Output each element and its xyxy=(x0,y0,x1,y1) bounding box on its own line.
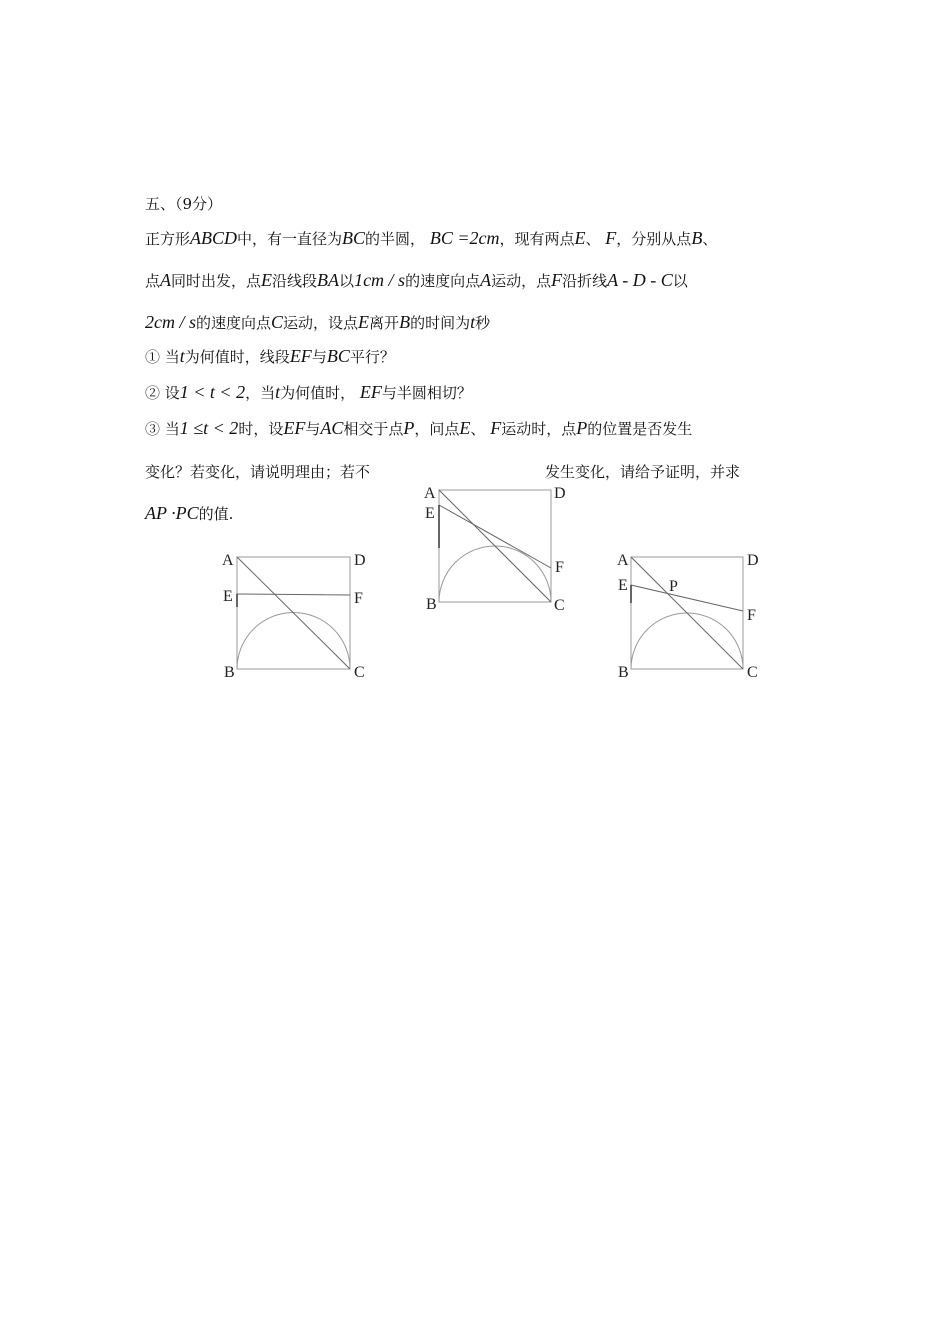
math: P xyxy=(576,418,588,438)
math: A xyxy=(480,270,492,290)
paragraph-line-2 xyxy=(145,269,688,292)
heading-text: 五、（9分） xyxy=(145,195,223,213)
text: 发生变化，请给予证明，并求 xyxy=(545,463,741,481)
text: 点 xyxy=(145,272,161,290)
math: EF xyxy=(283,418,306,438)
figure-3 xyxy=(608,545,768,685)
label-a: A xyxy=(424,485,436,502)
text: 、 xyxy=(470,420,486,438)
label-d: D xyxy=(354,552,366,569)
text: 、 xyxy=(585,230,601,248)
math: EF xyxy=(289,346,312,366)
math: 1 < t < 2 xyxy=(179,382,246,402)
label-f: F xyxy=(747,607,756,624)
label-c: C xyxy=(747,664,758,681)
figure-2 xyxy=(418,478,578,618)
section-heading xyxy=(145,193,222,215)
label-b: B xyxy=(618,664,629,681)
text: 的时间为 xyxy=(410,314,471,332)
label-d: D xyxy=(747,552,759,569)
label-f: F xyxy=(555,559,564,576)
question-3-end xyxy=(145,502,233,525)
figure-2-svg xyxy=(418,478,578,618)
label-c: C xyxy=(354,664,365,681)
text: 以 xyxy=(672,272,688,290)
label-e: E xyxy=(425,505,435,522)
text: ② 设 xyxy=(145,384,180,402)
text: 平行？ xyxy=(349,348,395,366)
math: A xyxy=(160,270,172,290)
diagonal-ac xyxy=(631,557,743,669)
text: ，问点 xyxy=(414,420,460,438)
math: 1 ≤t < 2 xyxy=(179,418,239,438)
segment-ef xyxy=(631,585,743,611)
math: t xyxy=(179,346,185,366)
semicircle xyxy=(237,613,350,670)
text: 沿折线 xyxy=(562,272,608,290)
text: 与 xyxy=(311,348,327,366)
math: B xyxy=(399,312,411,332)
label-e: E xyxy=(223,588,233,605)
text: 运动，设点 xyxy=(283,314,359,332)
paragraph-line-3 xyxy=(145,311,490,334)
text: 秒 xyxy=(475,314,491,332)
math: C xyxy=(271,312,284,332)
text: 与 xyxy=(305,420,321,438)
math: E xyxy=(261,270,273,290)
text: 的值. xyxy=(198,505,234,523)
diagonal-ac xyxy=(439,490,551,602)
figure-3-svg xyxy=(608,545,768,685)
segment-ef xyxy=(237,594,350,595)
text: ③ 当 xyxy=(145,420,180,438)
math: t xyxy=(275,382,281,402)
text: 的半圆， xyxy=(365,230,426,248)
label-d: D xyxy=(554,485,566,502)
text: 沿线段 xyxy=(272,272,318,290)
math: AC xyxy=(320,418,344,438)
text: 变化？若变化，请说明理由；若不 xyxy=(145,463,371,481)
text: ，当 xyxy=(245,384,276,402)
label-p: P xyxy=(669,578,678,595)
math: A - D - C xyxy=(607,270,673,290)
math: E xyxy=(574,228,586,248)
math: E xyxy=(459,418,471,438)
label-e: E xyxy=(618,577,628,594)
figure-1-svg xyxy=(215,545,375,685)
math: t xyxy=(470,312,476,332)
text: 以 xyxy=(339,272,355,290)
text: 为何值时，线段 xyxy=(184,348,290,366)
label-c: C xyxy=(554,597,565,614)
math: 1cm / s xyxy=(354,270,406,290)
math: F xyxy=(551,270,563,290)
question-1 xyxy=(145,345,395,368)
semicircle xyxy=(631,613,743,669)
label-b: B xyxy=(224,664,235,681)
text: ，分别从点 xyxy=(616,230,692,248)
math: BC =2cm xyxy=(429,228,500,248)
text: ① 当 xyxy=(145,348,180,366)
text: 的位置是否发生 xyxy=(587,420,693,438)
question-2 xyxy=(145,381,472,404)
math: BA xyxy=(317,270,340,290)
math: AP ·PC xyxy=(145,503,199,523)
text: 的速度向点 xyxy=(405,272,481,290)
math: B xyxy=(691,228,703,248)
text: 时，设 xyxy=(238,420,284,438)
math: F xyxy=(490,418,502,438)
text: 同时出发，点 xyxy=(171,272,262,290)
text: 为何值时， xyxy=(280,384,356,402)
math: F xyxy=(605,228,617,248)
label-f: F xyxy=(354,590,363,607)
semicircle xyxy=(439,546,551,602)
label-a: A xyxy=(222,552,234,569)
label-b: B xyxy=(426,596,437,613)
text: 中，有一直径为 xyxy=(237,230,343,248)
text: 的速度向点 xyxy=(196,314,272,332)
math: ABCD xyxy=(190,228,238,248)
segment-ef xyxy=(439,505,551,568)
text: ，现有两点 xyxy=(499,230,575,248)
text: 、 xyxy=(702,230,718,248)
text: 正方形 xyxy=(145,230,191,248)
paragraph-line-1 xyxy=(145,227,717,250)
math: EF xyxy=(359,382,382,402)
text: 运动，点 xyxy=(491,272,552,290)
label-a: A xyxy=(617,552,629,569)
math: BC xyxy=(326,346,350,366)
text: 离开 xyxy=(369,314,400,332)
figure-1 xyxy=(215,545,375,685)
math: P xyxy=(403,418,415,438)
text: 相交于点 xyxy=(343,420,404,438)
math: E xyxy=(358,312,370,332)
math: 2cm / s xyxy=(145,312,196,332)
math: BC xyxy=(342,228,366,248)
question-3 xyxy=(145,417,692,440)
text: 运动时，点 xyxy=(501,420,577,438)
diagonal-ac xyxy=(237,557,350,669)
text: 与半圆相切？ xyxy=(381,384,472,402)
